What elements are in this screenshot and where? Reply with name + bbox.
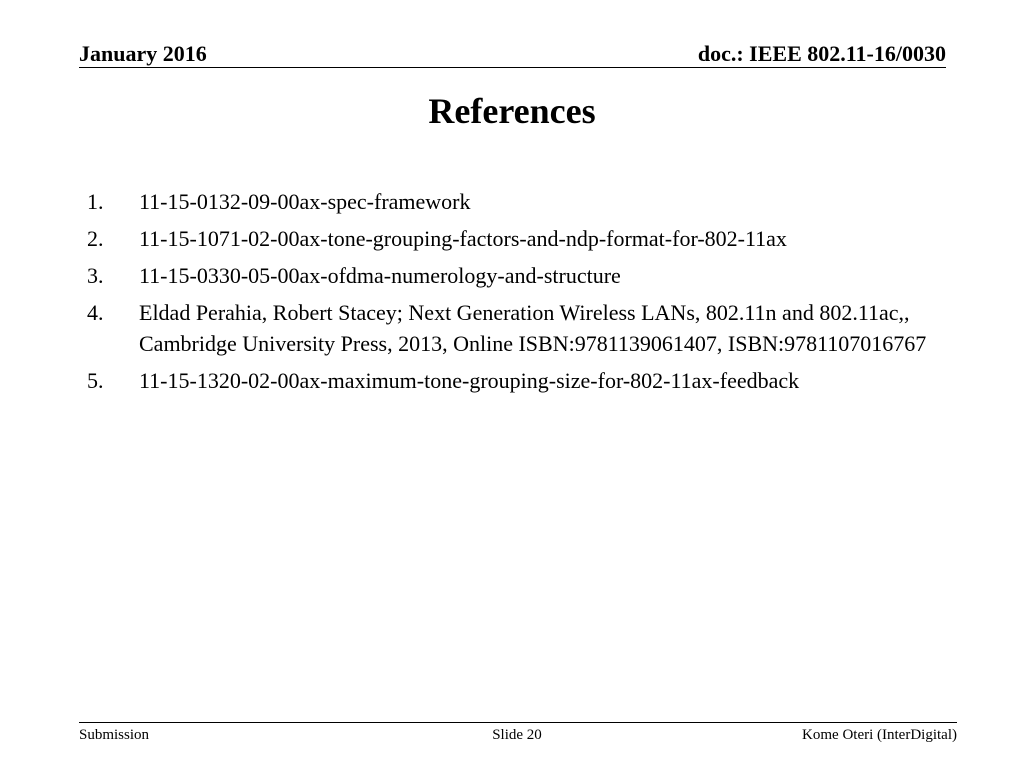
reference-text: 11-15-0330-05-00ax-ofdma-numerology-and-structure xyxy=(139,263,621,288)
footer-slide-number: Slide 20 xyxy=(492,727,542,743)
reference-text: Eldad Perahia, Robert Stacey; Next Generation Wireless LANs, 802.11n and 802.11ac,, Cambridge University Press, 2013, Online ISBN:9781139061407, ISBN:9781107016767 xyxy=(139,300,927,356)
reference-number: 4. xyxy=(87,300,104,325)
reference-item xyxy=(87,223,957,254)
reference-number: 5. xyxy=(87,368,104,393)
reference-item xyxy=(87,186,957,217)
footer-divider xyxy=(79,722,957,723)
footer-submission: Submission xyxy=(79,727,150,743)
reference-text: 11-15-1071-02-00ax-tone-grouping-factors-and-ndp-format-for-802-11ax xyxy=(139,226,787,251)
reference-number: 2. xyxy=(87,226,104,251)
header-doc-id: doc.: IEEE 802.11-16/0030 xyxy=(697,41,946,66)
footer-author: Kome Oteri (InterDigital) xyxy=(802,727,957,743)
reference-item xyxy=(87,260,957,291)
reference-text: 11-15-1320-02-00ax-maximum-tone-grouping-size-for-802-11ax-feedback xyxy=(139,368,800,393)
reference-list xyxy=(87,186,957,402)
header-divider xyxy=(79,67,946,68)
reference-number: 3. xyxy=(87,263,104,288)
reference-number: 1. xyxy=(87,189,104,214)
slide-title: References xyxy=(428,91,596,131)
header-date: January 2016 xyxy=(79,41,207,66)
reference-item xyxy=(87,365,957,396)
reference-item xyxy=(87,297,957,359)
reference-text: 11-15-0132-09-00ax-spec-framework xyxy=(139,189,471,214)
